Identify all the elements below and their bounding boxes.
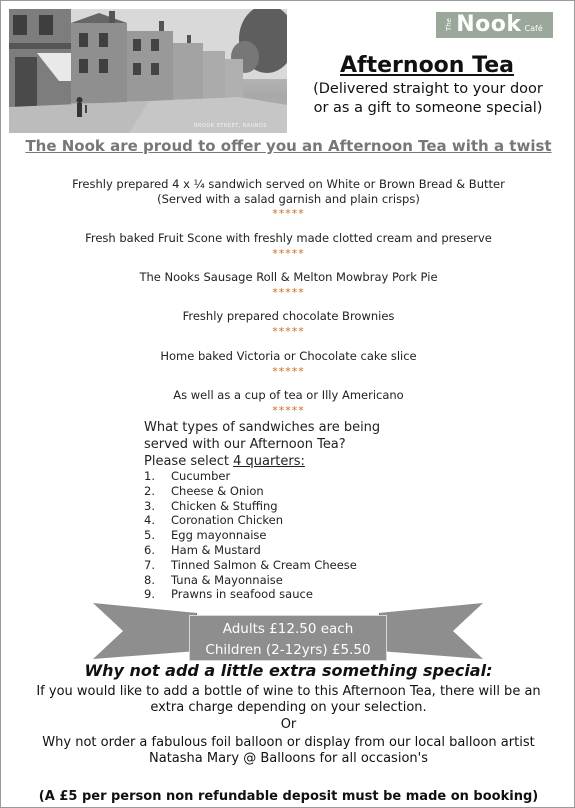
menu-item-sandwich: [1, 177, 575, 207]
extras-heading: Why not add a little extra something special:: [84, 661, 493, 680]
nook-cafe-logo: [436, 12, 553, 38]
list-item-number: 3.: [144, 498, 155, 513]
price-box: [189, 615, 387, 661]
list-item: [144, 558, 357, 573]
deposit-notice: (A £5 per person non refundable deposit must be made on booking): [38, 789, 539, 804]
wine-line-2: extra charge depending on your selection.: [150, 700, 427, 715]
list-item: [144, 573, 357, 588]
star-separator: *****: [272, 365, 305, 378]
star-separator: *****: [272, 404, 305, 417]
list-item: [144, 587, 357, 602]
question-line-2: served with our Afternoon Tea?: [144, 437, 346, 452]
list-item-number: 4.: [144, 513, 155, 528]
star-separator: *****: [272, 325, 305, 338]
list-item-label: Tuna & Mayonnaise: [171, 572, 283, 587]
list-item: [144, 513, 357, 528]
list-item: [144, 469, 357, 484]
select-prefix: Please select: [144, 454, 234, 469]
select-emphasis: 4 quarters:: [233, 454, 305, 469]
ribbon-left-tail: [93, 603, 197, 659]
list-item-label: Prawns in seafood sauce: [171, 587, 313, 602]
menu-item-text: Freshly prepared 4 x ¼ sandwich served on White or Brown Bread & Butter: [72, 177, 505, 191]
list-item-number: 7.: [144, 557, 155, 572]
list-item-number: 8.: [144, 572, 155, 587]
list-item-number: 6.: [144, 542, 155, 557]
child-price: Children (2-12yrs) £5.50: [205, 642, 371, 658]
list-item: [144, 499, 357, 514]
list-item: [144, 543, 357, 558]
list-item-label: Chicken & Stuffing: [171, 498, 278, 513]
list-item-label: Tinned Salmon & Cream Cheese: [171, 557, 357, 572]
list-item-number: 5.: [144, 528, 155, 543]
sandwich-question: [144, 419, 380, 453]
street-photo: [9, 9, 287, 133]
list-item: [144, 484, 357, 499]
subtitle-line-2: or as a gift to someone special): [313, 100, 543, 116]
list-item-number: 2.: [144, 483, 155, 498]
menu-item-drink: As well as a cup of tea or Illy Americano: [173, 388, 404, 402]
sandwich-list: [144, 469, 357, 602]
ribbon-right-tail: [379, 603, 483, 659]
star-separator: *****: [272, 207, 305, 220]
balloon-line-2: Natasha Mary @ Balloons for all occasion's: [149, 751, 428, 766]
list-item-number: 1.: [144, 469, 155, 483]
logo-name: Nook: [456, 12, 522, 37]
star-separator: *****: [272, 286, 305, 299]
menu-item-subtext: (Served with a salad garnish and plain crisps): [157, 192, 420, 206]
list-item-number: 9.: [144, 587, 155, 602]
page-title: Afternoon Tea: [340, 53, 514, 78]
balloon-line-1: Why not order a fabulous foil balloon or display from our local balloon artist: [42, 735, 535, 750]
wine-line-1: If you would like to add a bottle of wine to this Afternoon Tea, there will be an: [36, 684, 541, 699]
menu-item-cake: Home baked Victoria or Chocolate cake slice: [160, 349, 417, 363]
adult-price: Adults £12.50 each: [222, 621, 354, 637]
street-photo-illustration: [9, 9, 287, 133]
list-item-label: Cucumber: [171, 469, 231, 483]
question-line-1: What types of sandwiches are being: [144, 420, 381, 435]
photo-caption: BROOK STREET, RAUNDS: [193, 123, 267, 129]
list-item-label: Ham & Mustard: [171, 542, 261, 557]
list-item-label: Coronation Chicken: [171, 513, 284, 528]
logo-cafe: Café: [524, 24, 543, 33]
tagline: The Nook are proud to offer you an Afternoon Tea with a twist: [25, 137, 552, 155]
or-text: Or: [280, 717, 297, 732]
list-item-label: Egg mayonnaise: [171, 528, 267, 543]
star-separator: *****: [272, 247, 305, 260]
menu-item-brownies: Freshly prepared chocolate Brownies: [182, 309, 395, 323]
logo-the: The: [445, 18, 454, 32]
menu-item-sausage-roll: The Nooks Sausage Roll & Melton Mowbray Pork Pie: [139, 270, 438, 284]
list-item-label: Cheese & Onion: [171, 483, 264, 498]
page-subtitle: [293, 80, 563, 118]
list-item: [144, 528, 357, 543]
subtitle-line-1: (Delivered straight to your door: [313, 81, 543, 97]
select-instruction: [144, 453, 305, 470]
menu-item-scone: Fresh baked Fruit Scone with freshly made clotted cream and preserve: [85, 231, 492, 245]
